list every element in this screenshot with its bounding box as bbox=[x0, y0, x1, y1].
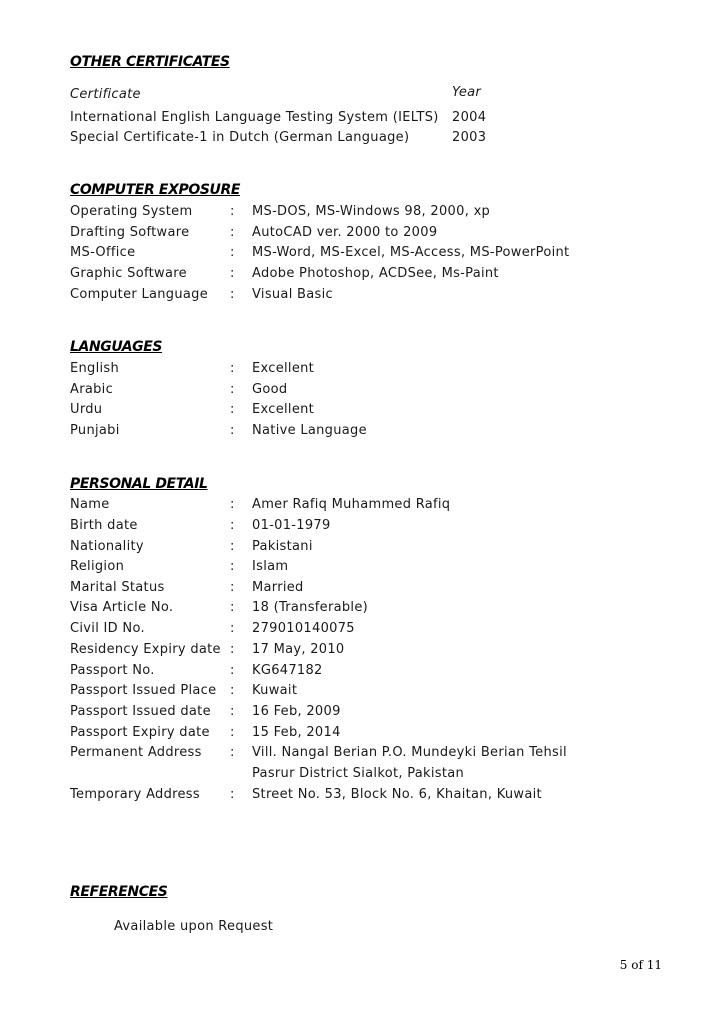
certificate-name: Special Certificate-1 in Dutch (German Language) bbox=[70, 130, 410, 145]
personal-label: Visa Article No. bbox=[70, 600, 174, 615]
personal-detail-heading: PERSONAL DETAIL bbox=[70, 476, 208, 492]
language-label: Urdu bbox=[70, 402, 103, 417]
colon-separator: : bbox=[230, 580, 235, 595]
colon-separator: : bbox=[230, 518, 235, 533]
colon-separator: : bbox=[230, 287, 235, 302]
personal-value: Street No. 53, Block No. 6, Khaitan, Kuwait bbox=[252, 787, 542, 802]
computer-label: Graphic Software bbox=[70, 266, 187, 281]
references-heading: REFERENCES bbox=[70, 884, 168, 900]
computer-exposure-heading: COMPUTER EXPOSURE bbox=[70, 182, 241, 198]
computer-value: AutoCAD ver. 2000 to 2009 bbox=[252, 225, 438, 240]
certificates-heading: OTHER CERTIFICATES bbox=[70, 54, 230, 70]
colon-separator: : bbox=[230, 361, 235, 376]
personal-label: Residency Expiry date bbox=[70, 642, 221, 657]
certificate-name: International English Language Testing System (IELTS) bbox=[70, 110, 439, 125]
personal-label: Birth date bbox=[70, 518, 138, 533]
personal-label: Religion bbox=[70, 559, 125, 574]
personal-label: Passport Issued Place bbox=[70, 683, 217, 698]
personal-label: Civil ID No. bbox=[70, 621, 145, 636]
language-value: Excellent bbox=[252, 402, 315, 417]
personal-label: Name bbox=[70, 497, 110, 512]
colon-separator: : bbox=[230, 245, 235, 260]
colon-separator: : bbox=[230, 621, 235, 636]
colon-separator: : bbox=[230, 600, 235, 615]
language-value: Good bbox=[252, 382, 288, 397]
computer-label: Computer Language bbox=[70, 287, 209, 302]
colon-separator: : bbox=[230, 642, 235, 657]
personal-value: Amer Rafiq Muhammed Rafiq bbox=[252, 497, 451, 512]
personal-label: Passport No. bbox=[70, 663, 155, 678]
computer-value: MS-Word, MS-Excel, MS-Access, MS-PowerPoint bbox=[252, 245, 570, 260]
personal-value: 01-01-1979 bbox=[252, 518, 331, 533]
language-value: Excellent bbox=[252, 361, 315, 376]
colon-separator: : bbox=[230, 704, 235, 719]
colon-separator: : bbox=[230, 725, 235, 740]
colon-separator: : bbox=[230, 266, 235, 281]
personal-value: 17 May, 2010 bbox=[252, 642, 345, 657]
certificate-year: 2003 bbox=[452, 130, 487, 145]
colon-separator: : bbox=[230, 683, 235, 698]
colon-separator: : bbox=[230, 204, 235, 219]
personal-value: Islam bbox=[252, 559, 289, 574]
computer-value: Visual Basic bbox=[252, 287, 333, 302]
languages-heading: LANGUAGES bbox=[70, 339, 163, 355]
personal-value: Pakistani bbox=[252, 539, 313, 554]
personal-label: Temporary Address bbox=[70, 787, 200, 802]
language-label: Arabic bbox=[70, 382, 114, 397]
personal-label: Passport Issued date bbox=[70, 704, 211, 719]
colon-separator: : bbox=[230, 402, 235, 417]
colon-separator: : bbox=[230, 225, 235, 240]
page-number: 5 of 11 bbox=[619, 958, 662, 972]
personal-value: 18 (Transferable) bbox=[252, 600, 369, 615]
personal-value-continued: Pasrur District Sialkot, Pakistan bbox=[252, 766, 465, 781]
certificate-year: 2004 bbox=[452, 110, 487, 125]
computer-value: MS-DOS, MS-Windows 98, 2000, xp bbox=[252, 204, 491, 219]
colon-separator: : bbox=[230, 423, 235, 438]
personal-label: Nationality bbox=[70, 539, 144, 554]
computer-value: Adobe Photoshop, ACDSee, Ms-Paint bbox=[252, 266, 499, 281]
certificate-column-header: Certificate bbox=[70, 87, 141, 102]
personal-value: KG647182 bbox=[252, 663, 323, 678]
colon-separator: : bbox=[230, 559, 235, 574]
colon-separator: : bbox=[230, 382, 235, 397]
computer-label: Operating System bbox=[70, 204, 193, 219]
colon-separator: : bbox=[230, 539, 235, 554]
references-text: Available upon Request bbox=[114, 919, 274, 934]
colon-separator: : bbox=[230, 787, 235, 802]
personal-value: 279010140075 bbox=[252, 621, 355, 636]
personal-label: Marital Status bbox=[70, 580, 165, 595]
language-label: Punjabi bbox=[70, 423, 120, 438]
colon-separator: : bbox=[230, 663, 235, 678]
language-value: Native Language bbox=[252, 423, 367, 438]
colon-separator: : bbox=[230, 745, 235, 760]
personal-label: Passport Expiry date bbox=[70, 725, 210, 740]
personal-label: Permanent Address bbox=[70, 745, 202, 760]
computer-label: MS-Office bbox=[70, 245, 136, 260]
personal-value: Vill. Nangal Berian P.O. Mundeyki Berian Tehsil bbox=[252, 745, 567, 760]
year-column-header: Year bbox=[452, 85, 482, 100]
personal-value: 15 Feb, 2014 bbox=[252, 725, 341, 740]
language-label: English bbox=[70, 361, 120, 376]
personal-value: Kuwait bbox=[252, 683, 298, 698]
colon-separator: : bbox=[230, 497, 235, 512]
personal-value: Married bbox=[252, 580, 304, 595]
personal-value: 16 Feb, 2009 bbox=[252, 704, 341, 719]
computer-label: Drafting Software bbox=[70, 225, 190, 240]
